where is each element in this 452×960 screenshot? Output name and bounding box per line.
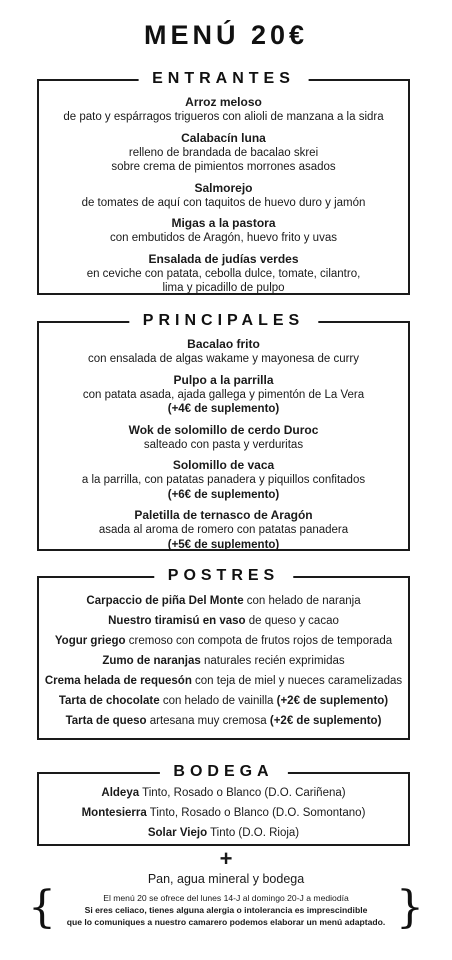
dessert-item [43, 691, 404, 711]
bodega-section [37, 763, 410, 846]
supplement-note: (+5€ de suplemento) [167, 538, 280, 551]
dish-name: Solomillo de vaca [172, 458, 275, 472]
wine-description: Tinto, Rosado o Blanco (D.O. Somontano) [146, 807, 366, 819]
dish-description: con ensalada de algas wakame y mayonesa de curry [87, 353, 360, 365]
right-brace-icon: } [396, 882, 424, 933]
menu-title: MENÚ 20€ [143, 20, 309, 50]
dessert-description: de queso y cacao [245, 615, 339, 627]
wine-name: Montesierra [81, 807, 147, 819]
dish-name: Arroz meloso [185, 95, 262, 109]
postres-heading: POSTRES [154, 566, 293, 586]
dish-description: en ceviche con patata, cebolla dulce, tomate, cilantro, [86, 267, 361, 280]
dessert-item [43, 711, 404, 731]
dish-name: Pulpo a la parrilla [173, 372, 274, 387]
wine-item [43, 783, 404, 803]
dish-description: con patata asada, ajada gallega y pimentón de La Vera [82, 388, 365, 401]
supplement-note: (+2€ de suplemento) [276, 695, 389, 707]
entrantes-section [37, 70, 410, 295]
wine-name: Aldeya [101, 787, 140, 799]
dish-item [43, 181, 404, 211]
dessert-item [43, 591, 404, 611]
dish-description: de tomates de aquí con taquitos de huevo duro y jamón [81, 196, 366, 209]
dessert-item [43, 671, 404, 691]
included-extras: Pan, agua mineral y bodega [147, 872, 305, 886]
dessert-name: Zumo de naranjas [102, 655, 201, 667]
dish-item [43, 373, 404, 417]
dish-description: sobre crema de pimientos morrones asados [111, 161, 336, 173]
dessert-description: con helado de vainilla [159, 695, 277, 707]
dessert-description: con teja de miel y nueces caramelizadas [191, 675, 403, 687]
dish-item [43, 508, 404, 552]
dessert-name: Yogur griego [54, 635, 126, 647]
dish-description: con embutidos de Aragón, huevo frito y uvas [110, 232, 337, 244]
supplement-note: (+6€ de suplemento) [167, 488, 280, 501]
dish-name: Migas a la pastora [171, 216, 276, 230]
dish-item [43, 95, 404, 125]
dish-name: Bacalao frito [187, 337, 260, 351]
dish-name: Calabacín luna [181, 130, 266, 145]
dish-description: lima y picadillo de pulpo [162, 282, 285, 294]
footer-notes [54, 892, 398, 928]
allergy-note-continued: que lo comuniques a nuestro camarero podemos elaborar un menú adaptado. [66, 917, 386, 927]
supplement-note: (+4€ de suplemento) [167, 403, 280, 415]
dessert-name: Crema helada de requesón [44, 675, 192, 687]
dessert-description: artesana muy cremosa [146, 715, 270, 727]
entrantes-heading: ENTRANTES [138, 69, 309, 89]
dish-name: Wok de solomillo de cerdo Duroc [128, 422, 319, 437]
wine-description: Tinto, Rosado o Blanco (D.O. Cariñena) [139, 787, 346, 799]
dish-item [43, 216, 404, 246]
plus-icon: + [219, 846, 233, 871]
dish-description: de pato y espárragos trigueros con alioli de manzana a la sidra [63, 111, 384, 123]
bodega-heading: BODEGA [159, 762, 287, 782]
wine-name: Solar Viejo [147, 827, 208, 839]
dessert-name: Tarta de chocolate [58, 695, 160, 707]
dish-name: Salmorejo [194, 180, 253, 195]
dessert-name: Tarta de queso [65, 715, 147, 727]
wine-item [43, 803, 404, 823]
dish-description: relleno de brandada de bacalao skrei [128, 146, 319, 159]
dish-item [43, 252, 404, 296]
dish-item [43, 337, 404, 367]
dish-description: a la parrilla, con patatas panadera y piquillos confitados [81, 474, 366, 486]
dessert-name: Nuestro tiramisú en vaso [108, 615, 246, 627]
dessert-name: Carpaccio de piña Del Monte [86, 595, 244, 607]
dish-item [43, 458, 404, 502]
principales-heading: PRINCIPALES [129, 311, 318, 331]
dessert-item [43, 631, 404, 651]
allergy-note: Si eres celiaco, tienes alguna alergia o intolerancia es imprescindible [84, 905, 368, 915]
dish-item [43, 423, 404, 453]
dessert-description: cremoso con compota de frutos rojos de temporada [125, 635, 393, 647]
availability-note: El menú 20 se ofrece del lunes 14-J al domingo 20-J a mediodía [103, 893, 349, 903]
dessert-item [43, 651, 404, 671]
dish-item [43, 131, 404, 175]
dish-name: Paletilla de ternasco de Aragón [134, 508, 313, 522]
left-brace-icon: { [28, 882, 56, 933]
dish-name: Ensalada de judías verdes [148, 251, 299, 266]
dish-description: salteado con pasta y verduritas [143, 438, 304, 451]
supplement-note: (+2€ de suplemento) [269, 715, 382, 727]
wine-description: Tinto (D.O. Rioja) [207, 827, 300, 839]
wine-item [43, 823, 404, 843]
dessert-description: naturales recién exprimidas [200, 655, 345, 667]
postres-section [37, 567, 410, 740]
dessert-description: con helado de naranja [243, 595, 361, 607]
dish-description: asada al aroma de romero con patatas panadera [98, 524, 349, 536]
principales-section [37, 312, 410, 551]
dessert-item [43, 611, 404, 631]
